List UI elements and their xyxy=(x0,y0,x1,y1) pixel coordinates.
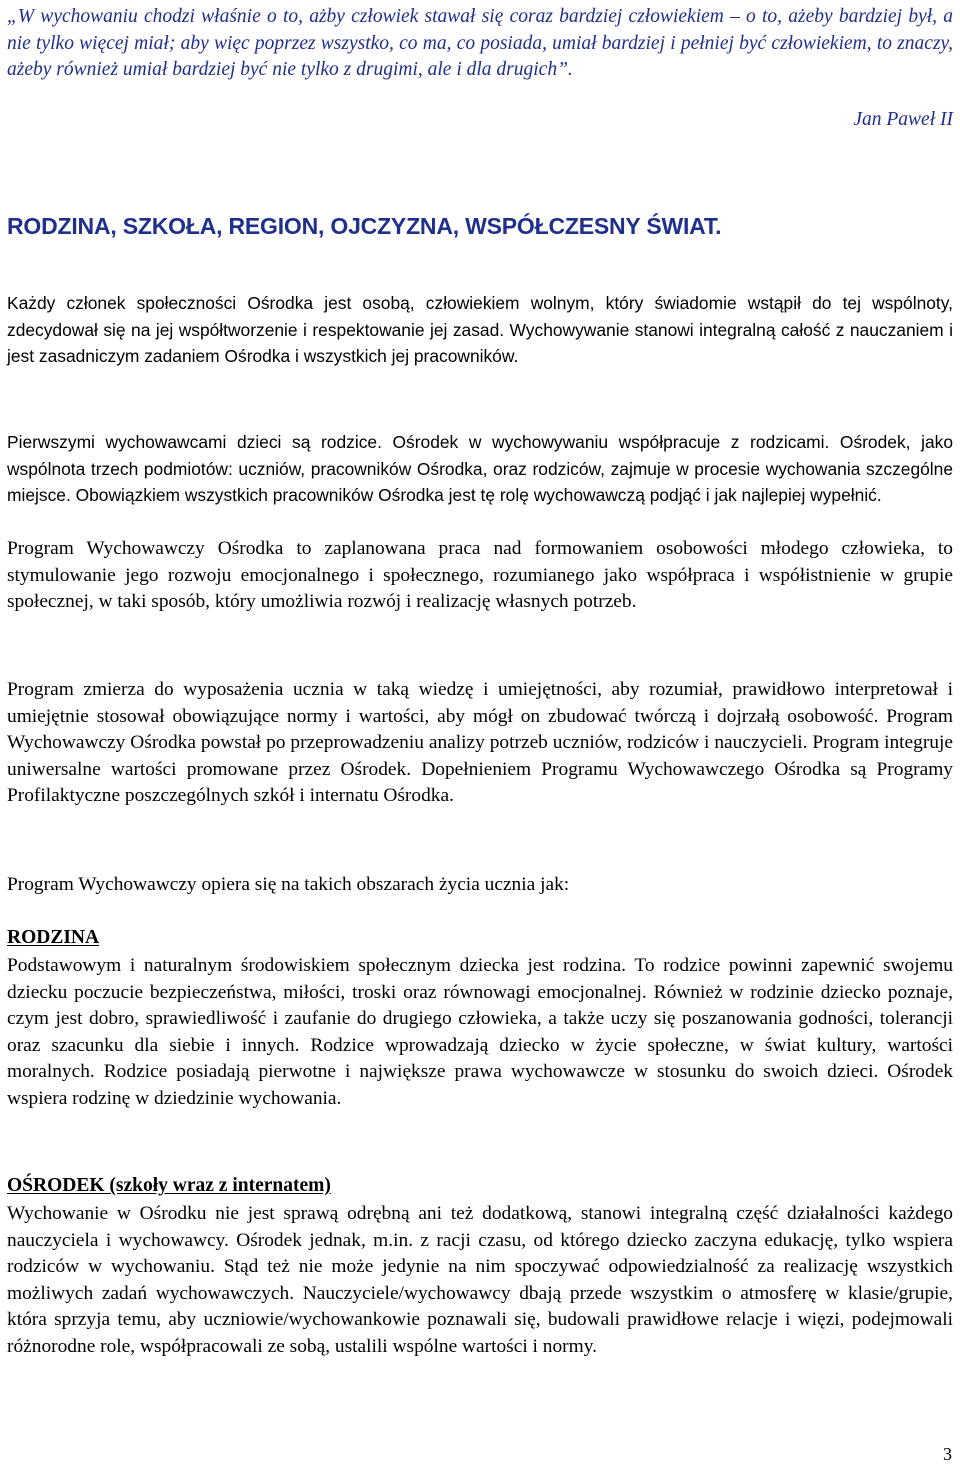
intro-paragraph-2: Pierwszymi wychowawcami dzieci są rodzice. Ośrodek w wychowywaniu współpracuje z rodzicami. Ośrodek, jako wspólnota trzech podmiotów: uczniów, pracowników Ośrodka, oraz rodziców, zajmuje w procesie wychowania szczególne miejsce. Obowiązkiem wszystkich pracowników Ośrodka jest tę rolę wychowawczą podjąć i jak najlepiej wypełnić. xyxy=(7,432,953,505)
program-paragraph-1: Program Wychowawczy Ośrodka to zaplanowana praca nad formowaniem osobowości młodego człowieka, to stymulowanie jego rozwoju emocjonalnego i społecznego, rozumianego jako współpraca i współistnienie w grupie społecznej, w taki sposób, który umożliwia rozwój i realizację własnych potrzeb. xyxy=(7,538,953,612)
program-paragraph-2: Program zmierza do wyposażenia ucznia w taką wiedzę i umiejętności, aby rozumiał, prawidłowo interpretował i umiejętnie stosował obowiązujące normy i wartości, aby mógł on zbudować twórczą i dojrzałą osobowość. Program Wychowawczy Ośrodka powstał po przeprowadzeniu analizy potrzeb uczniów, rodziców i nauczycieli. Program integruje uniwersalne wartości promowane przez Ośrodek. Dopełnieniem Programu Wychowawczego Ośrodka są Programy Profilaktyczne poszczególnych szkół i internatu Ośrodka. xyxy=(7,679,953,806)
rodzina-title: RODZINA xyxy=(7,927,100,948)
section-heading: RODZINA, SZKOŁA, REGION, OJCZYZNA, WSPÓŁCZESNY ŚWIAT. xyxy=(7,213,722,239)
osrodek-title: OŚRODEK (szkoły wraz z internatem) xyxy=(7,1175,331,1196)
motto-quote: „W wychowaniu chodzi właśnie o to, ażby człowiek stawał się coraz bardziej człowiekiem – o to, ażeby bardziej był, a nie tylko więcej miał; aby więc poprzez wszystko, co ma, co posiada, umiał bardziej i pełniej być człowiekiem, to znaczy, ażeby również umiał bardziej być nie tylko z drugimi, ale i dla drugich”. xyxy=(7,6,953,80)
program-paragraph-3: Program Wychowawczy opiera się na takich obszarach życia ucznia jak: xyxy=(7,874,570,895)
osrodek-paragraph: Wychowanie w Ośrodku nie jest sprawą odrębną ani też dodatkową, stanowi integralną część działalności każdego nauczyciela i wychowawcy. Ośrodek jednak, m.in. z racji czasu, od którego dziecko zaczyna edukację, tylko wspiera rodziców w wychowaniu. Stąd też nie może jedynie na nim spoczywać odpowiedzialność za realizację wszystkich możliwych zadań wychowawczych. Nauczyciele/wychowawcy dbają przede wszystkim o atmosferę w klasie/grupie, która sprzyja temu, aby uczniowie/wychowankowie poznawali się, budowali prawidłowe relacje i więzi, podejmowali różnorodne role, współpracowali ze sobą, ustalili wspólne wartości i normy. xyxy=(7,1203,953,1357)
motto-author: Jan Paweł II xyxy=(853,109,953,130)
page-number: 3 xyxy=(943,1444,952,1464)
intro-paragraph-1: Każdy członek społeczności Ośrodka jest osobą, człowiekiem wolnym, który świadomie wstąpił do tej wspólnoty, zdecydował się na jej współtworzenie i respektowanie jej zasad. Wychowywanie stanowi integralną całość z nauczaniem i jest zasadniczym zadaniem Ośrodka i wszystkich jej pracowników. xyxy=(7,293,953,366)
rodzina-paragraph: Podstawowym i naturalnym środowiskiem społecznym dziecka jest rodzina. To rodzice powinni zapewnić swojemu dziecku poczucie bezpieczeństwa, miłości, troski oraz równowagi emocjonalnej. Również w rodzinie dziecko poznaje, czym jest dobro, sprawiedliwość i zaufanie do drugiego człowieka, a także uczy się poszanowania godności, tolerancji oraz szacunku dla siebie i innych. Rodzice wprowadzają dziecko w życie społeczne, w świat kultury, wartości moralnych. Rodzice posiadają pierwotne i największe prawa wychowawcze w stosunku do swoich dzieci. Ośrodek wspiera rodzinę w dziedzinie wychowania. xyxy=(7,955,953,1109)
